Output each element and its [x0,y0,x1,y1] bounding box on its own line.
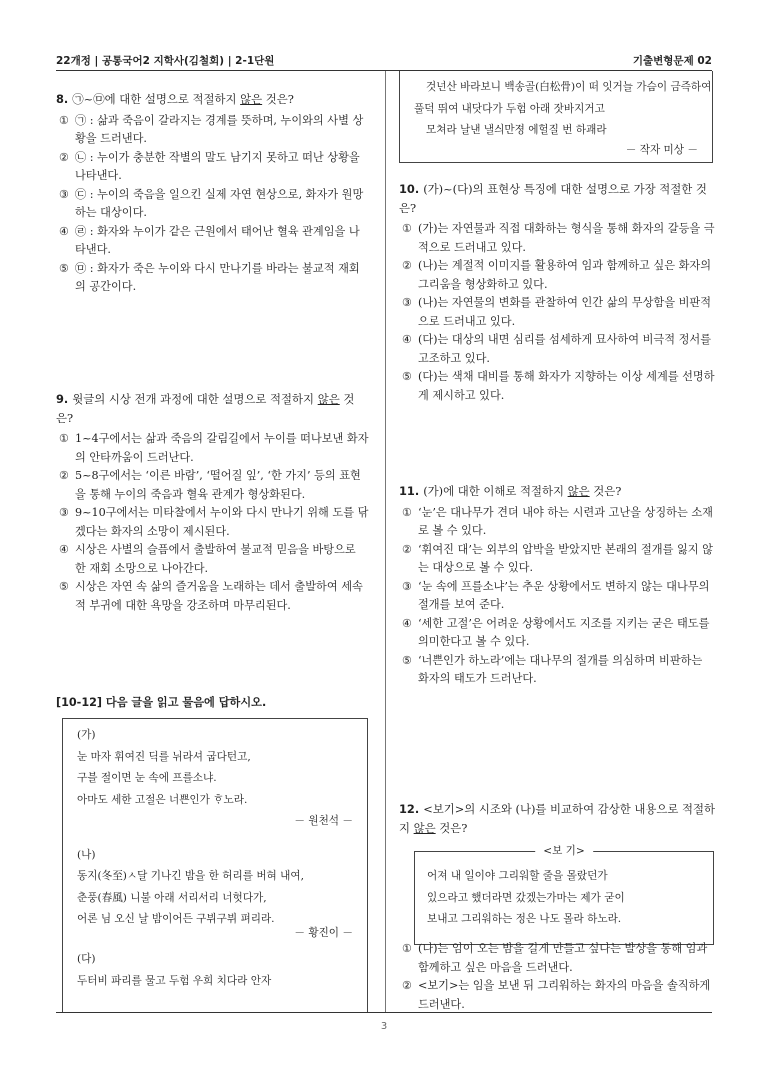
option-3[interactable]: ③ ㉢ : 누이의 죽음을 일으킨 실제 자연 현상으로, 화자가 원망하는 대상이다. [59,187,364,219]
option-4[interactable]: ④ ‘세한 고절’은 어려운 상황에서도 지조를 지키는 굳은 태도를 의미한다고 볼 수 있다. [402,616,710,648]
stem-text-end: 것은? [589,484,622,498]
bogi-line: 있으라고 했더라면 갔겠는가마는 제가 굳이 [427,891,625,904]
poem-author: － 황진이 － [294,926,353,939]
option-5[interactable]: ⑤ 시상은 자연 속 삶의 즐거움을 노래하는 데서 출발하여 세속적 부귀에 대한 욕망을 강조하며 마무리된다. [59,580,363,612]
poem-line: 아마도 세한 고절은 너쁜인가 ᄒᆞ노라. [77,793,248,806]
poem-na-label: (나) [77,848,96,861]
header-course-info: 22개정 | 공통국어2 지학사(김철회) | 2-1단원 [56,55,275,67]
option-2[interactable]: ② ‘휘여진 대’는 외부의 압박을 받았지만 본래의 절개를 잃지 않는 대상으로 볼 수 있다. [402,542,713,574]
column-divider [385,71,386,1012]
question-stem [399,180,715,217]
option-2[interactable]: ② (나)는 계절적 이미지를 활용하여 임과 함께하고 싶은 화자의 그리움을 형상화하고 있다. [402,259,711,291]
bogi-title: <보 기> [535,843,593,859]
bogi-box [414,845,714,945]
option-1[interactable]: ① ‘눈’은 대나무가 견뎌 내야 하는 시련과 고난을 상징하는 소재로 볼 수 있다. [402,505,713,537]
poem-line: 춘풍(春風) 니불 아래 서리서리 너헛다가, [77,891,267,904]
option-1[interactable]: ① ㉠ : 삶과 죽음이 갈라지는 경계를 뜻하며, 누이와의 사별 상황을 드러낸다. [59,113,364,145]
poem-da-label: (다) [77,953,96,965]
passage-box-right [399,71,713,163]
poem-line: 구블 절이면 눈 속에 프를소냐. [77,772,217,784]
question-12-options [399,940,715,1014]
stem-text: (가)에 대한 이해로 적절하지 [423,484,568,498]
stem-text-end: 것은? [435,820,468,835]
option-5[interactable]: ⑤ (다)는 색채 대비를 통해 화자가 지향하는 이상 세계를 선명하게 제시하고 있다. [402,370,715,402]
question-stem [399,482,715,501]
question-number: 12. [399,802,420,816]
stem-emphasis: 않은 [240,92,263,106]
page-header [56,51,712,69]
stem-emphasis: 않은 [317,392,340,406]
option-4[interactable]: ④ (다)는 대상의 내면 심리를 섬세하게 묘사하여 비극적 정서를 고조하고 있다. [402,333,711,365]
option-5[interactable]: ⑤ ㉤ : 화자가 죽은 누이와 다시 만나기를 바라는 불교적 재회의 공간이다. [59,261,360,293]
poem-author: － 작자 미상 － [625,143,698,156]
option-3[interactable]: ③ (나)는 자연물의 변화를 관찰하여 인간 삶의 무상함을 비판적으로 드러내고 있다. [402,296,711,328]
page-number: 3 [380,1021,388,1032]
stem-text-end: 것은? [56,392,355,425]
question-10 [399,180,715,405]
section-heading: [10-12] 다음 글을 읽고 물음에 답하시오. [56,696,267,709]
question-12 [399,800,715,837]
question-stem [399,800,715,837]
option-3[interactable]: ③ 9~10구에서는 미타찰에서 누이와 다시 만나기 위해 도를 닦겠다는 화자의 소망이 제시된다. [59,506,369,538]
stem-emphasis: 않은 [413,820,436,835]
option-5[interactable]: ⑤ ‘너쁜인가 하노라’에는 대나무의 절개를 의심하며 비판하는 화자의 태도가 드러난다. [402,653,703,685]
poem-line: 풀덕 뛰여 내닷다가 두험 아래 잣바지거고 [414,102,605,115]
option-1[interactable]: ① 1~4구에서는 삶과 죽음의 갈림길에서 누이를 떠나보낸 화자의 안타까움이 드러난다. [59,432,369,464]
poem-ga-label: (가) [77,729,96,741]
passage-box-left [62,718,368,1012]
stem-text-end: 것은? [262,92,294,106]
option-3[interactable]: ③ ‘눈 속에 프를소냐’는 추운 상황에서도 변하지 않는 대나무의 절개를 보여 준다. [402,579,710,611]
option-4[interactable]: ④ ㉣ : 화자와 누이가 같은 근원에서 태어난 혈육 관계임을 나타낸다. [59,224,360,256]
question-11 [399,482,715,689]
option-1[interactable]: ① (가)는 자연물과 직접 대화하는 형식을 통해 화자의 갈등을 극적으로 드러내고 있다. [402,222,715,254]
poem-line: 동지(冬至)ㅅ달 기나긴 밤을 한 허리를 버혀 내여, [77,870,304,882]
footer-rule [56,1012,712,1013]
bogi-line: 어져 내 일이야 그리워할 줄을 몰랐던가 [427,870,608,882]
question-number: 8. [56,92,69,106]
question-8 [56,90,370,297]
stem-text: (가)~(다)의 표현상 특징에 대한 설명으로 가장 적절한 것은? [399,182,707,215]
header-doc-title: 기출변형문제 02 [632,55,712,67]
stem-emphasis: 않은 [567,484,590,498]
poem-line: 모쳐라 날낸 낼싀만졍 에헐질 번 하괘라 [426,124,607,136]
poem-line: 두터비 파리를 물고 두험 우희 치다라 안자 [77,974,272,987]
question-9 [56,390,370,615]
option-1[interactable]: ① (나)는 임이 오는 밤을 길게 만들고 싶다는 발상을 통해 임과 함께하고 싶은 마음을 드러낸다. [402,942,708,974]
poem-line: 것넌산 바라보니 백송골(白松骨)이 떠 잇거늘 가슴이 금즉하여 [426,81,712,93]
option-4[interactable]: ④ 시상은 사별의 슬픔에서 출발하여 불교적 믿음을 바탕으로 한 재회 소망으로 나아간다. [59,543,356,575]
poem-author: － 원천석 － [294,815,353,827]
option-2[interactable]: ② 5~8구에서는 ‘이른 바람’, ‘떨어질 잎’, ‘한 가지’ 등의 표현을 통해 누이의 죽음과 혈육 관계가 형상화된다. [59,469,361,501]
question-number: 11. [399,484,420,498]
poem-line: 눈 마자 휘여진 딕를 뉘라셔 굽다턴고, [77,750,251,763]
bogi-line: 보내고 그리워하는 정은 나도 몰라 하노라. [427,913,622,925]
stem-text: ㉠~㉤에 대한 설명으로 적절하지 [72,92,241,106]
stem-text: 윗글의 시상 전개 과정에 대한 설명으로 적절하지 [72,392,318,406]
stem-text: <보기>의 시조와 (나)를 비교하여 감상한 내용으로 적절하지 [399,802,715,835]
question-number: 10. [399,182,420,196]
question-number: 9. [56,392,69,406]
question-stem [56,90,370,109]
poem-line: 어론 님 오신 날 밤이어든 구뷔구뷔 펴리라. [77,913,275,925]
option-2[interactable]: ② <보기>는 임을 보낸 뒤 그리워하는 화자의 마음을 솔직하게 드러낸다. [402,979,711,1011]
question-stem [56,390,370,427]
option-2[interactable]: ② ㉡ : 누이가 충분한 작별의 말도 남기지 못하고 떠난 상황을 나타낸다. [59,150,360,182]
